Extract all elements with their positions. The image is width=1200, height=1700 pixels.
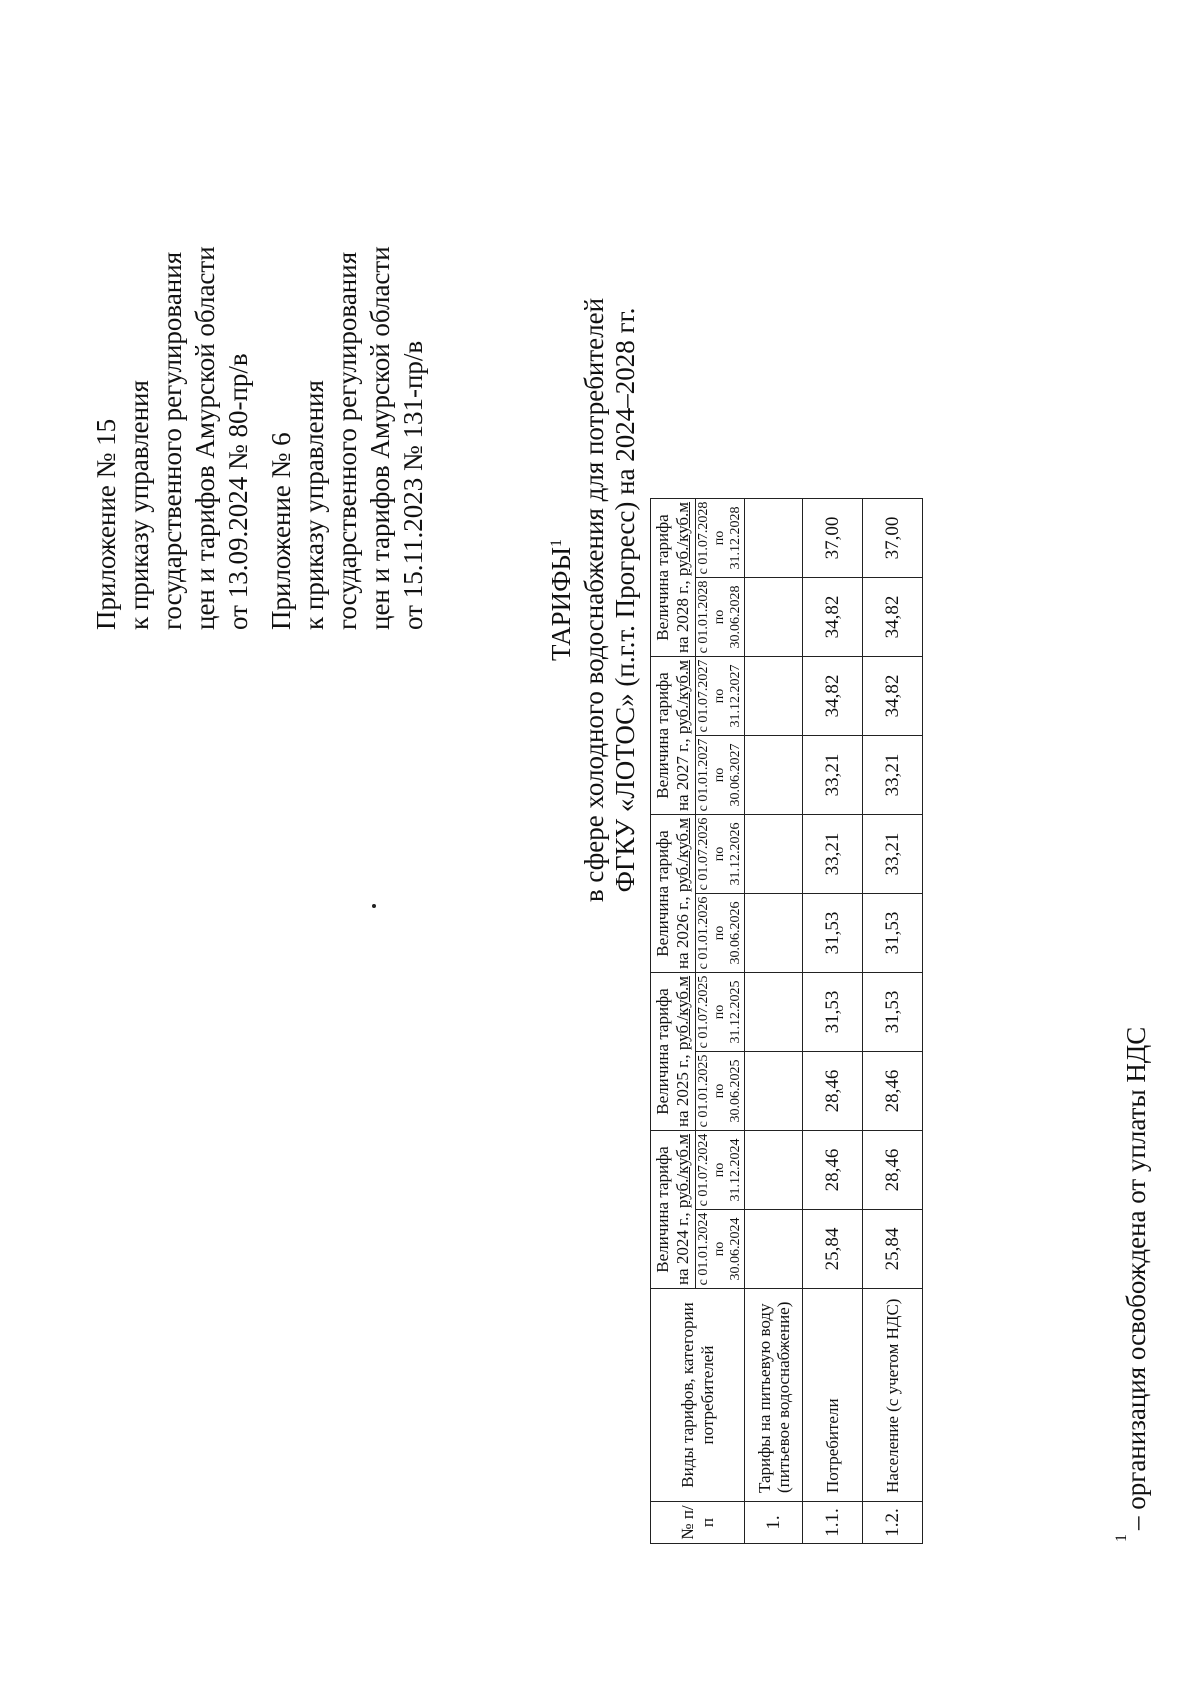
tariff-value [745, 499, 803, 578]
tariff-value: 28,46 [863, 1131, 923, 1210]
header-year-text: на 2026 г., [673, 896, 692, 970]
header-period: с 01.01.2028 по 30.06.2028 [696, 578, 745, 657]
tariff-value [745, 736, 803, 815]
appendix-original-line: государственного регулирования [332, 251, 362, 630]
header-year-2024 [651, 1131, 696, 1289]
tariff-value: 28,46 [803, 1052, 863, 1131]
appendix-current-line: государственного регулирования [157, 251, 187, 630]
tariff-value [745, 1210, 803, 1289]
row-category: Потребители [803, 1289, 863, 1502]
appendix-current-block [90, 246, 255, 630]
appendix-current-line: к приказу управления [124, 380, 154, 630]
appendix-current-line: от 13.09.2024 № 80-пр/в [223, 353, 253, 630]
tariff-value: 31,53 [803, 894, 863, 973]
tariff-value [745, 973, 803, 1052]
header-period: с 01.01.2024 по 30.06.2024 [696, 1210, 745, 1289]
tariff-value: 25,84 [863, 1210, 923, 1289]
document-title [545, 0, 577, 1400]
header-year-2027 [651, 657, 696, 815]
tariff-value: 28,46 [803, 1131, 863, 1210]
header-category: Виды тарифов, категории потребителей [651, 1289, 745, 1502]
tariff-value: 34,82 [863, 657, 923, 736]
table-row [863, 499, 923, 1544]
tariff-value: 37,00 [803, 499, 863, 578]
header-period: с 01.07.2027 по 31.12.2027 [696, 657, 745, 736]
tariff-value: 33,21 [863, 736, 923, 815]
header-period: с 01.01.2027 по 30.06.2027 [696, 736, 745, 815]
header-period: с 01.01.2025 по 30.06.2025 [696, 1052, 745, 1131]
footnote-mark: 1 [1113, 1534, 1130, 1542]
header-year-unit: руб./куб.м [673, 501, 692, 577]
tariff-value: 37,00 [863, 499, 923, 578]
appendix-original-line: от 15.11.2023 № 131-пр/в [398, 340, 428, 630]
header-year-label: Величина тарифа [653, 672, 672, 799]
tariff-value [745, 578, 803, 657]
header-row-years [651, 499, 696, 1544]
tariff-value: 34,82 [803, 578, 863, 657]
scan-speck [372, 904, 376, 908]
footnote-text: – организация освобождена от уплаты НДС [1121, 1026, 1151, 1530]
tariff-value: 33,21 [863, 815, 923, 894]
row-category: Тарифы на питьевую воду (питьевое водоснабжение) [745, 1289, 803, 1502]
tariff-value [745, 894, 803, 973]
table-row [803, 499, 863, 1544]
document-subtitle: в сфере холодного водоснабжения для потребителей [579, 297, 609, 903]
tariff-value: 34,82 [803, 657, 863, 736]
header-period: с 01.07.2026 по 31.12.2026 [696, 815, 745, 894]
header-year-label: Величина тарифа [653, 1146, 672, 1273]
title-footnote-mark: 1 [548, 538, 565, 547]
header-year-unit: руб./куб.м [673, 975, 692, 1051]
appendix-original-line: к приказу управления [299, 380, 329, 630]
document-subtitle-organization: ФГКУ «ЛОТОС» (п.г.т. Прогресс) на 2024–2028 гг. [610, 307, 640, 893]
header-year-label: Величина тарифа [653, 830, 672, 957]
row-number: 1.2. [863, 1502, 923, 1544]
appendix-current-title: Приложение № 15 [91, 418, 121, 630]
header-year-label: Величина тарифа [653, 988, 672, 1115]
table-row [745, 499, 803, 1544]
tariff-value: 34,82 [863, 578, 923, 657]
header-year-text: на 2028 г., [673, 580, 692, 654]
appendix-original-block [265, 246, 430, 630]
tariff-value [745, 1131, 803, 1210]
appendix-original-title: Приложение № 6 [266, 432, 296, 630]
row-category: Население (с учетом НДС) [863, 1289, 923, 1502]
document-title-text: ТАРИФЫ [546, 546, 576, 662]
header-year-unit: руб./куб.м [673, 817, 692, 893]
header-number: № п/п [651, 1502, 745, 1544]
tariff-value: 28,46 [863, 1052, 923, 1131]
tariff-table [650, 498, 923, 1544]
header-year-label: Величина тарифа [653, 514, 672, 641]
header-period: с 01.07.2025 по 31.12.2025 [696, 973, 745, 1052]
header-period: с 01.01.2026 по 30.06.2026 [696, 894, 745, 973]
header-year-text: на 2027 г., [673, 738, 692, 812]
header-year-2025 [651, 973, 696, 1131]
header-period: с 01.07.2024 по 31.12.2024 [696, 1131, 745, 1210]
footnote [1113, 1026, 1152, 1542]
tariff-value: 33,21 [803, 736, 863, 815]
tariff-value: 31,53 [863, 973, 923, 1052]
tariff-value: 33,21 [803, 815, 863, 894]
tariff-value: 31,53 [863, 894, 923, 973]
row-number: 1. [745, 1502, 803, 1544]
row-number: 1.1. [803, 1502, 863, 1544]
header-year-unit: руб./куб.м [673, 1133, 692, 1209]
tariff-value: 31,53 [803, 973, 863, 1052]
tariff-value: 25,84 [803, 1210, 863, 1289]
header-period: с 01.07.2028 по 31.12.2028 [696, 499, 745, 578]
header-year-text: на 2024 г., [673, 1212, 692, 1286]
tariff-value [745, 657, 803, 736]
appendix-current-line: цен и тарифов Амурской области [190, 246, 220, 630]
tariff-value [745, 1052, 803, 1131]
header-year-2026 [651, 815, 696, 973]
header-year-unit: руб./куб.м [673, 659, 692, 735]
tariff-value [745, 815, 803, 894]
appendix-original-line: цен и тарифов Амурской области [365, 246, 395, 630]
header-year-text: на 2025 г., [673, 1054, 692, 1128]
header-year-2028 [651, 499, 696, 657]
